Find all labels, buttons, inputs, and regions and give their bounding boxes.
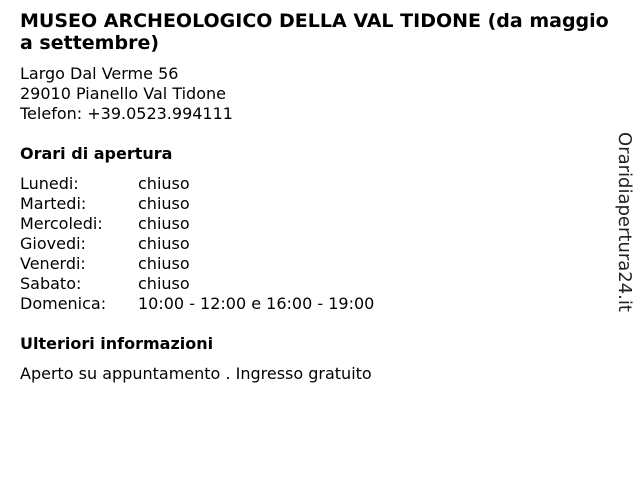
- hours-row-tuesday: [20, 194, 374, 214]
- day-hours: chiuso: [138, 234, 190, 253]
- address-block: [20, 64, 233, 124]
- day-label: Mercoledi:: [20, 214, 103, 233]
- day-hours: chiuso: [138, 194, 190, 213]
- hours-row-saturday: [20, 274, 374, 294]
- site-watermark: Oraridiapertura24.it: [614, 132, 635, 312]
- further-info-text: Aperto su appuntamento . Ingresso gratuito: [20, 364, 372, 383]
- hours-row-sunday: [20, 294, 374, 314]
- day-hours: 10:00 - 12:00 e 16:00 - 19:00: [138, 294, 375, 313]
- day-label: Venerdi:: [20, 254, 86, 273]
- day-label: Lunedi:: [20, 174, 79, 193]
- phone-number: Telefon: +39.0523.994111: [20, 104, 233, 123]
- hours-row-monday: [20, 174, 374, 194]
- further-info-heading: Ulteriori informazioni: [20, 334, 214, 353]
- page-title: MUSEO ARCHEOLOGICO DELLA VAL TIDONE (da maggio a settembre): [20, 10, 609, 54]
- opening-hours-heading: Orari di apertura: [20, 144, 173, 163]
- day-hours: chiuso: [138, 274, 190, 293]
- day-label: Martedi:: [20, 194, 87, 213]
- day-hours: chiuso: [138, 214, 190, 233]
- hours-row-wednesday: [20, 214, 374, 234]
- day-label: Sabato:: [20, 274, 82, 293]
- hours-row-thursday: [20, 234, 374, 254]
- day-hours: chiuso: [138, 254, 190, 273]
- day-hours: chiuso: [138, 174, 190, 193]
- hours-row-friday: [20, 254, 374, 274]
- city-address: 29010 Pianello Val Tidone: [20, 84, 226, 103]
- opening-hours-table: [20, 174, 374, 314]
- day-label: Giovedi:: [20, 234, 86, 253]
- day-label: Domenica:: [20, 294, 107, 313]
- street-address: Largo Dal Verme 56: [20, 64, 179, 83]
